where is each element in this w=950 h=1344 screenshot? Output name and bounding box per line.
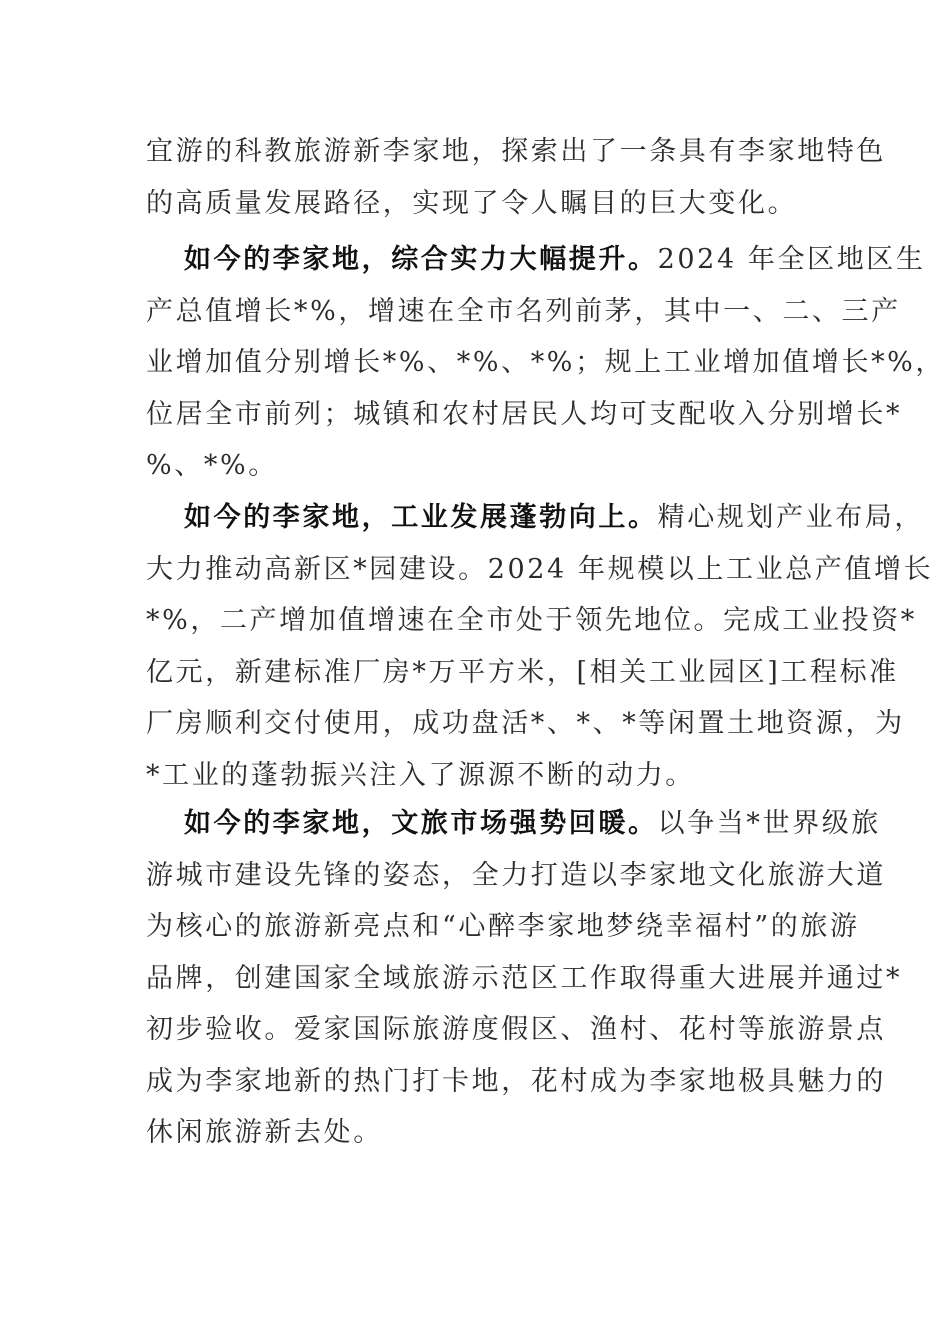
paragraph-line: 为核心的旅游新亮点和“心醉李家地梦绕幸福村”的旅游 (146, 911, 860, 942)
paragraph-heading: 如今的李家地，工业发展蓬勃向上。 (184, 502, 658, 533)
paragraph-text: 精心规划产业布局， (657, 502, 925, 533)
paragraph-text: 以争当*世界级旅 (657, 808, 881, 839)
paragraph-first-line (146, 234, 926, 286)
paragraph-line: 品牌，创建国家全域旅游示范区工作取得重大进展并通过* (146, 962, 903, 994)
paragraph-line: 位居全市前列；城镇和农村居民人均可支配收入分别增长* (146, 398, 903, 430)
paragraph-line: 初步验收。爱家国际旅游度假区、渔村、花村等旅游景点 (146, 1014, 886, 1045)
paragraph-line: *工业的蓬勃振兴注入了源源不断的动力。 (146, 759, 695, 791)
industry-paragraph (146, 492, 934, 801)
paragraph-line: 厂房顺利交付使用，成功盘活*、*、*等闲置土地资源，为 (146, 708, 905, 739)
paragraph-line: 产总值增长*%，增速在全市名列前茅，其中一、二、三产 (146, 295, 901, 327)
paragraph-line: 亿元，新建标准厂房*万平方米，[相关工业园区]工程标准 (146, 656, 899, 688)
paragraph-line: 宜游的科教旅游新李家地，探索出了一条具有李家地特色 (146, 136, 886, 167)
paragraph-text: 2024 年全区地区生 (657, 244, 926, 275)
paragraph-line: 休闲旅游新去处。 (146, 1117, 383, 1148)
paragraph-heading: 如今的李家地，文旅市场强势回暖。 (184, 808, 658, 839)
tourism-paragraph (146, 798, 903, 1159)
paragraph-line: *%，二产增加值增速在全市处于领先地位。完成工业投资* (146, 605, 917, 636)
intro-paragraph (146, 126, 886, 229)
paragraph-first-line (146, 798, 881, 850)
paragraph-line: %、*%。 (146, 450, 278, 481)
paragraph-heading: 如今的李家地，综合实力大幅提升。 (184, 244, 658, 275)
paragraph-first-line (146, 492, 925, 544)
paragraph-line: 游城市建设先锋的姿态，全力打造以李家地文化旅游大道 (146, 859, 886, 891)
paragraph-line: 大力推动高新区*园建设。2024 年规模以上工业总产值增长 (146, 553, 934, 585)
paragraph-line: 业增加值分别增长*%、*%、*%；规上工业增加值增长*%， (146, 347, 946, 378)
economy-paragraph (146, 234, 946, 492)
paragraph-line: 的高质量发展路径，实现了令人瞩目的巨大变化。 (146, 187, 798, 219)
paragraph-line: 成为李家地新的热门打卡地，花村成为李家地极具魅力的 (146, 1065, 886, 1097)
